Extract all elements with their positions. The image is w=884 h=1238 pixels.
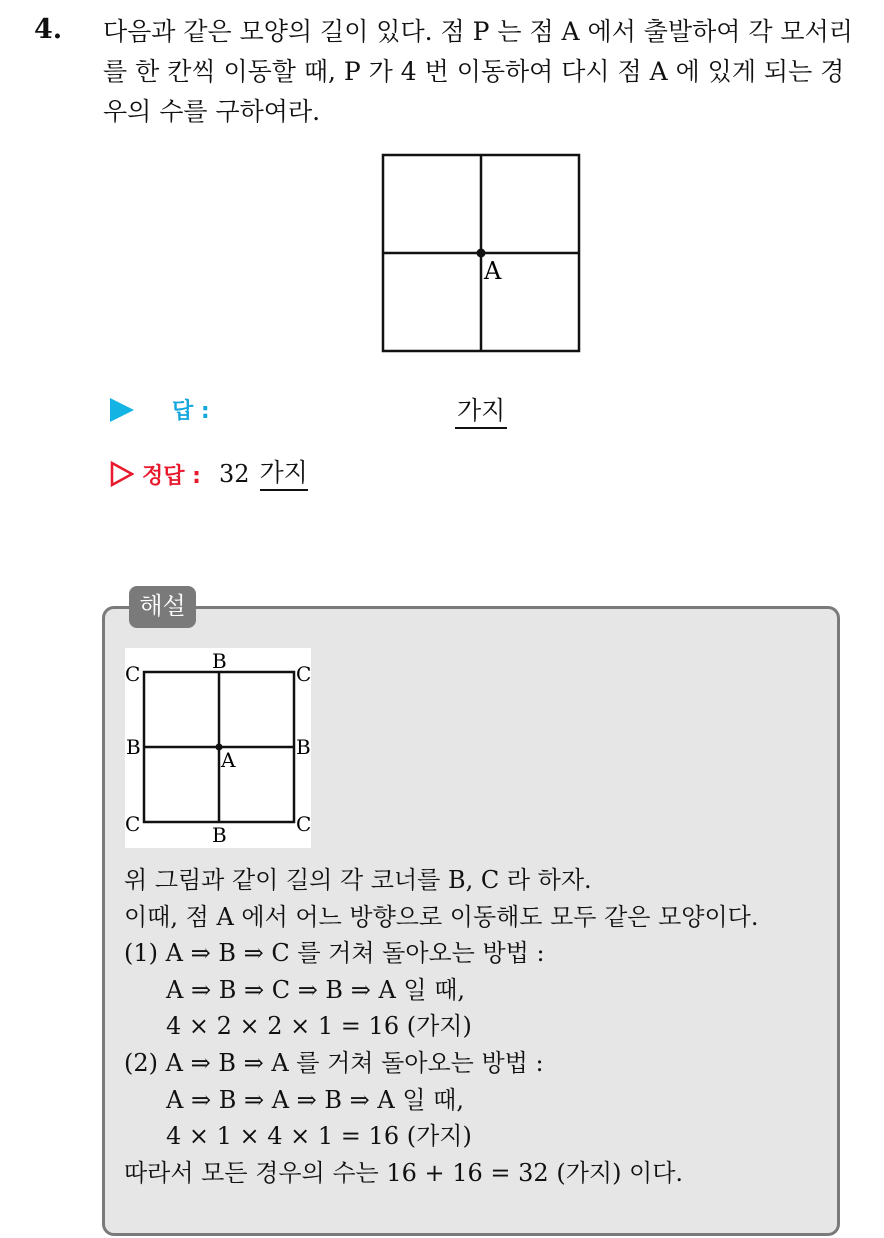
solution-line: (1) A ⇒ B ⇒ C 를 거쳐 돌아오는 방법 : bbox=[124, 939, 545, 968]
solution-label-a: A bbox=[221, 748, 236, 772]
corner-label-br: C bbox=[296, 812, 311, 836]
play-icon bbox=[110, 398, 134, 422]
question-number: 4. bbox=[34, 14, 63, 45]
correct-answer-row bbox=[110, 457, 308, 491]
edge-label-bottom: B bbox=[212, 823, 227, 847]
corner-label-tl: C bbox=[125, 662, 141, 686]
answer-label: 답 : bbox=[172, 399, 210, 424]
grid-figure bbox=[381, 153, 581, 353]
edge-label-top: B bbox=[212, 649, 227, 673]
corner-label-bl: C bbox=[125, 812, 141, 836]
solution-text bbox=[124, 862, 824, 1191]
correct-answer-unit: 가지 bbox=[260, 457, 308, 491]
solution-line: (2) A ⇒ B ⇒ A 를 거쳐 돌아오는 방법 : bbox=[124, 1048, 544, 1077]
point-a-label: A bbox=[484, 257, 502, 285]
solution-figure bbox=[125, 648, 311, 848]
solution-line: 따라서 모든 경우의 수는 16 + 16 = 32 (가지) 이다. bbox=[124, 1158, 684, 1187]
outline-triangle-icon bbox=[110, 461, 134, 487]
correct-answer-value: 32 bbox=[218, 460, 250, 488]
solution-tag: 해설 bbox=[129, 586, 196, 628]
corner-label-tr: C bbox=[296, 662, 311, 686]
solution-line: A ⇒ B ⇒ A ⇒ B ⇒ A 일 때, bbox=[166, 1085, 464, 1114]
solution-line: 위 그림과 같이 길의 각 코너를 B, C 라 하자. bbox=[124, 866, 592, 894]
question-text: 다음과 같은 모양의 길이 있다. 점 P 는 점 A 에서 출발하여 각 모서리를 한 칸씩 이동할 때, P 가 4 번 이동하여 다시 점 A 에 있게 되는 경우의 수를 구하여라. bbox=[103, 17, 853, 126]
solution-line: 이때, 점 A 에서 어느 방향으로 이동해도 모두 같은 모양이다. bbox=[124, 902, 759, 931]
solution-line: 4 × 2 × 2 × 1 = 16 (가지) bbox=[166, 1012, 472, 1041]
edge-label-right: B bbox=[296, 735, 311, 759]
answer-row bbox=[110, 394, 210, 425]
edge-label-left: B bbox=[126, 735, 141, 759]
answer-unit: 가지 bbox=[455, 395, 507, 429]
solution-line: A ⇒ B ⇒ C ⇒ B ⇒ A 일 때, bbox=[166, 975, 466, 1004]
correct-answer-label: 정답 : bbox=[142, 463, 201, 489]
solution-line: 4 × 1 × 4 × 1 = 16 (가지) bbox=[166, 1122, 472, 1151]
